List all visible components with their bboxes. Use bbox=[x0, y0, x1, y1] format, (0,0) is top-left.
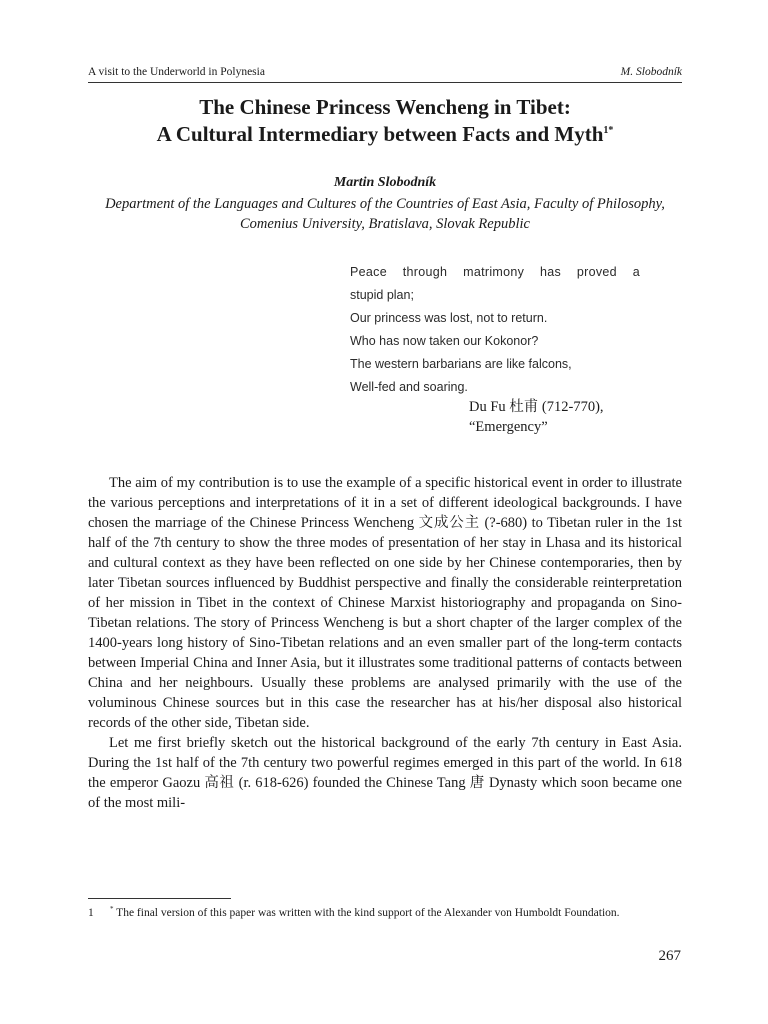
body-text bbox=[88, 473, 682, 813]
footnote-number: 1 bbox=[88, 907, 94, 919]
running-head-title: A visit to the Underworld in Polynesia bbox=[88, 66, 265, 78]
title-line-2-text: A Cultural Intermediary between Facts and Myth bbox=[156, 122, 604, 146]
author-affiliation: Department of the Languages and Cultures of the Countries of East Asia, Faculty of Philosophy, Comenius University, Bratislava, Slovak Republic bbox=[105, 196, 665, 232]
running-head-author: M. Slobodník bbox=[620, 66, 682, 78]
epigraph-line: Peace through matrimony has proved a bbox=[350, 265, 640, 279]
epigraph-attribution bbox=[469, 397, 689, 437]
epigraph bbox=[350, 261, 640, 399]
attribution-work: “Emergency” bbox=[469, 419, 548, 435]
page-number: 267 bbox=[658, 948, 681, 964]
footnote-text: The final version of this paper was written with the kind support of the Alexander von Humboldt Foundation. bbox=[113, 907, 620, 919]
title-line-1: The Chinese Princess Wencheng in Tibet: bbox=[199, 95, 571, 119]
epigraph-line: The western barbarians are like falcons, bbox=[350, 357, 572, 371]
footnote bbox=[88, 905, 682, 922]
epigraph-line: Who has now taken our Kokonor? bbox=[350, 334, 539, 348]
paper-title bbox=[88, 94, 682, 148]
title-footnote-mark[interactable]: 1* bbox=[603, 125, 614, 136]
author-name: Martin Slobodník bbox=[333, 175, 437, 190]
body-paragraph-1: The aim of my contribution is to use the example of a specific historical event in order to illustrate the various perceptions and interpretations of it in a set of different ideological backgrounds. I have chosen the marriage of the Chinese Princess Wencheng 文成公主 (?-680) to Tibetan ruler in the 1st half of the 7th century to show the three modes of presentation of her stay in Lhasa and its historical and cultural context as they have been reflected on one side by her Chinese contemporaries, then by later Tibetan sources influenced by Buddhist perspective and finally the considerable reinterpretation of her mission in Tibet in the context of Chinese Marxist historiography and propaganda on Sino-Tibetan relations. The story of Princess Wencheng is but a short chapter of the larger complex of the 1400-years long history of Sino-Tibetan relations and an even smaller part of the long-term contacts between Imperial China and Inner Asia, but it illustrates some traditional patterns of contacts between China and her neighbours. Usually these problems are analysed primarily with the use of the voluminous Chinese sources but in this case the researcher has at his/her disposal also historical records of the other side, Tibetan side. bbox=[88, 475, 682, 731]
footnote-body bbox=[110, 905, 682, 922]
title-line-2 bbox=[88, 121, 682, 148]
epigraph-line: stupid plan; bbox=[350, 288, 414, 302]
footnote-mark: * bbox=[110, 905, 114, 914]
epigraph-line: Well-fed and soaring. bbox=[350, 380, 468, 394]
footnote-divider bbox=[88, 898, 231, 899]
epigraph-line: Our princess was lost, not to return. bbox=[350, 311, 548, 325]
attribution-author: Du Fu 杜甫 (712-770), bbox=[469, 399, 604, 415]
body-paragraph-2: Let me first briefly sketch out the historical background of the early 7th century in East Asia. During the 1st half of the 7th century two powerful regimes emerged in this part of the world. In 618 the emperor Gaozu 高祖 (r. 618-626) founded the Chinese Tang 唐 Dynasty which soon became one of the most mili- bbox=[88, 735, 682, 811]
running-head bbox=[88, 66, 682, 83]
